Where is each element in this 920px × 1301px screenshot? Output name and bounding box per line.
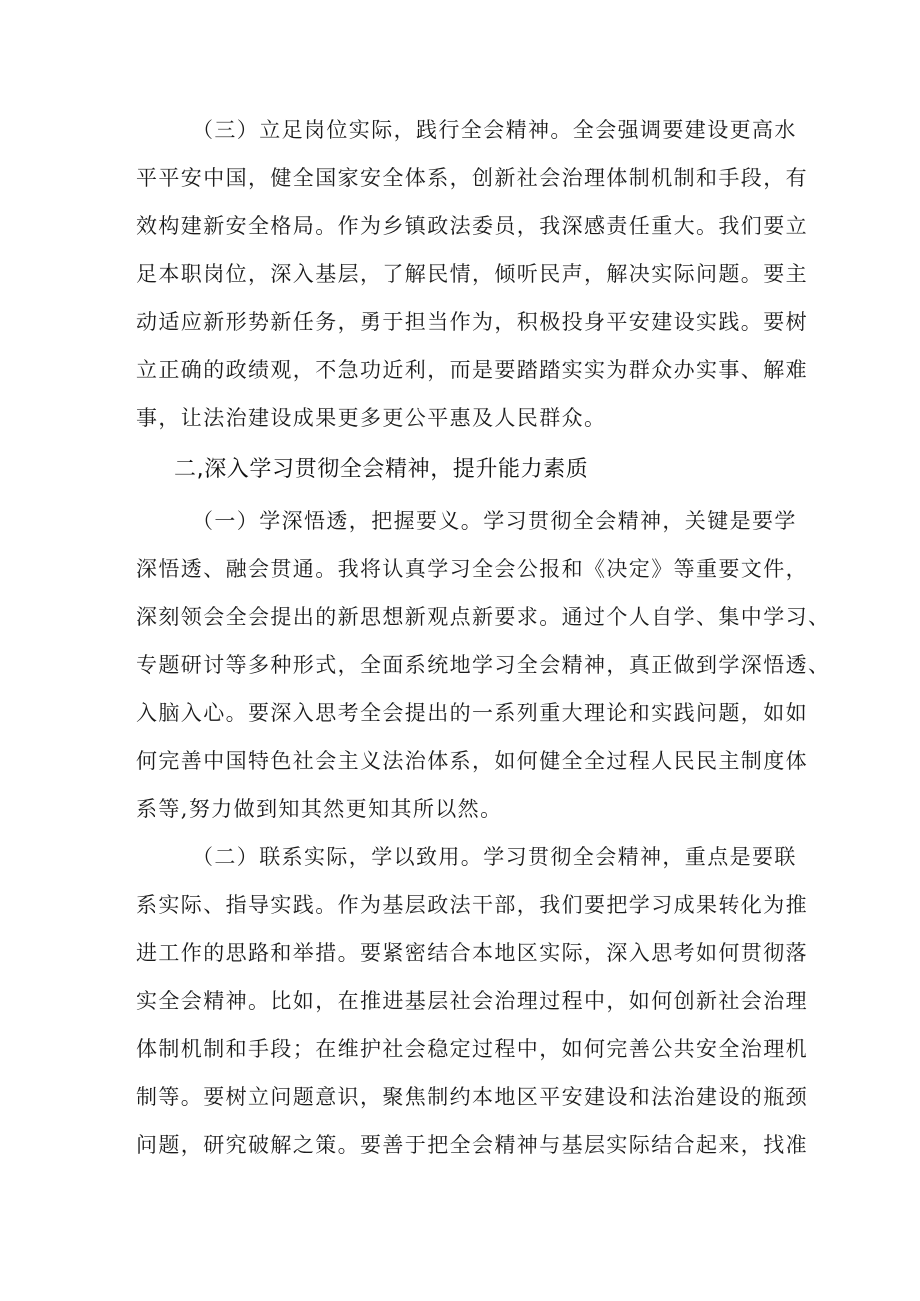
paragraph-line: （一）学深悟透，把握要义。学习贯彻全会精神，关键是要学 bbox=[192, 509, 797, 533]
paragraph-line: 系实际、指导实践。作为基层政法干部，我们要把学习成果转化为推 bbox=[136, 893, 808, 917]
paragraph-line: 立正确的政绩观，不急功近利，而是要踏踏实实为群众办实事、解难 bbox=[136, 358, 808, 382]
paragraph-line: 效构建新安全格局。作为乡镇政法委员，我深感责任重大。我们要立 bbox=[136, 214, 808, 238]
paragraph-line: （二）联系实际，学以致用。学习贯彻全会精神，重点是要联 bbox=[192, 845, 797, 869]
paragraph-line: 专题研讨等多种形式，全面系统地学习全会精神，真正做到学深悟透、 bbox=[136, 653, 831, 677]
paragraph-line: 平平安中国，健全国家安全体系，创新社会治理体制机制和手段，有 bbox=[136, 166, 808, 190]
paragraph-line: 制等。要树立问题意识，聚焦制约本地区平安建设和法治建设的瓶颈 bbox=[136, 1085, 808, 1109]
paragraph-line: 体制机制和手段；在维护社会稳定过程中，如何完善公共安全治理机 bbox=[136, 1037, 808, 1061]
paragraph-line: 足本职岗位，深入基层，了解民情，倾听民声，解决实际问题。要主 bbox=[136, 262, 808, 286]
section-heading: 二,深入学习贯彻全会精神，提升能力素质 bbox=[174, 457, 589, 482]
paragraph-line: 深刻领会全会提出的新思想新观点新要求。通过个人自学、集中学习、 bbox=[136, 605, 831, 629]
paragraph-line: 进工作的思路和举措。要紧密结合本地区实际，深入思考如何贯彻落 bbox=[136, 941, 808, 965]
paragraph-section-two bbox=[136, 833, 808, 1169]
paragraph-line: 深悟透、融会贯通。我将认真学习全会公报和《决定》等重要文件， bbox=[136, 557, 808, 581]
paragraph-line: 系等,努力做到知其然更知其所以然。 bbox=[136, 797, 503, 821]
paragraph-line: 问题，研究破解之策。要善于把全会精神与基层实际结合起来，找准 bbox=[136, 1133, 808, 1157]
paragraph-line: 何完善中国特色社会主义法治体系，如何健全全过程人民民主制度体 bbox=[136, 749, 808, 773]
paragraph-line: 实全会精神。比如，在推进基层社会治理过程中，如何创新社会治理 bbox=[136, 989, 808, 1013]
paragraph-section-three bbox=[136, 106, 808, 442]
paragraph-section-one bbox=[136, 497, 831, 833]
paragraph-line: 入脑入心。要深入思考全会提出的一系列重大理论和实践问题，如如 bbox=[136, 701, 808, 725]
paragraph-line: 事，让法治建设成果更多更公平惠及人民群众。 bbox=[136, 406, 607, 430]
paragraph-line: （三）立足岗位实际，践行全会精神。全会强调要建设更高水 bbox=[192, 118, 797, 142]
paragraph-line: 动适应新形势新任务，勇于担当作为，积极投身平安建设实践。要树 bbox=[136, 310, 808, 334]
